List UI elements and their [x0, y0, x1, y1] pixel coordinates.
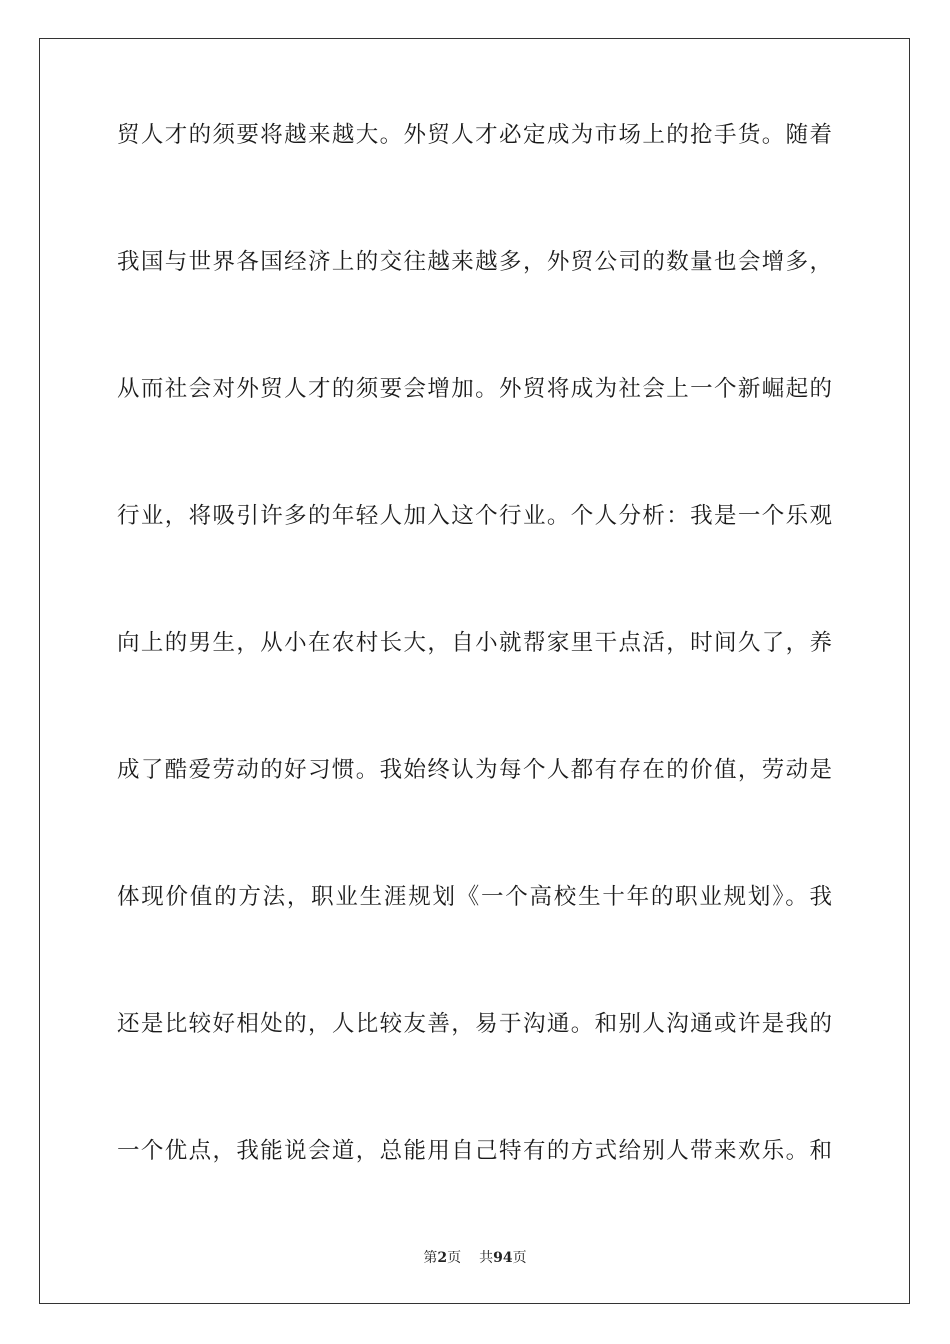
text-line: 成了酷爱劳动的好习惯。我始终认为每个人都有存在的价值，劳动是 — [117, 757, 833, 783]
text-line: 还是比较好相处的，人比较友善，易于沟通。和别人沟通或许是我的 — [117, 1011, 833, 1037]
page-number: 2 — [437, 1250, 448, 1266]
text-line: 贸人才的须要将越来越大。外贸人才必定成为市场上的抢手货。随着 — [117, 122, 833, 148]
text-line: 体现价值的方法，职业生涯规划《一个高校生十年的职业规划》。我 — [117, 884, 833, 910]
total-pages: 94 — [493, 1250, 513, 1266]
text-line: 一个优点，我能说会道，总能用自己特有的方式给别人带来欢乐。和 — [117, 1138, 833, 1164]
page-number-prefix: 第 — [423, 1250, 438, 1266]
text-line: 从而社会对外贸人才的须要会增加。外贸将成为社会上一个新崛起的 — [117, 376, 833, 402]
page-number-suffix: 页 — [447, 1250, 462, 1266]
total-pages-suffix: 页 — [512, 1250, 527, 1266]
text-line: 我国与世界各国经济上的交往越来越多，外贸公司的数量也会增多， — [117, 249, 833, 275]
text-line: 行业，将吸引许多的年轻人加入这个行业。个人分析：我是一个乐观 — [117, 503, 833, 529]
text-line: 向上的男生，从小在农村长大，自小就帮家里干点活，时间久了，养 — [117, 630, 833, 656]
total-pages-prefix: 共 — [479, 1250, 494, 1266]
document-body — [117, 120, 833, 1263]
page-footer — [0, 1249, 950, 1267]
